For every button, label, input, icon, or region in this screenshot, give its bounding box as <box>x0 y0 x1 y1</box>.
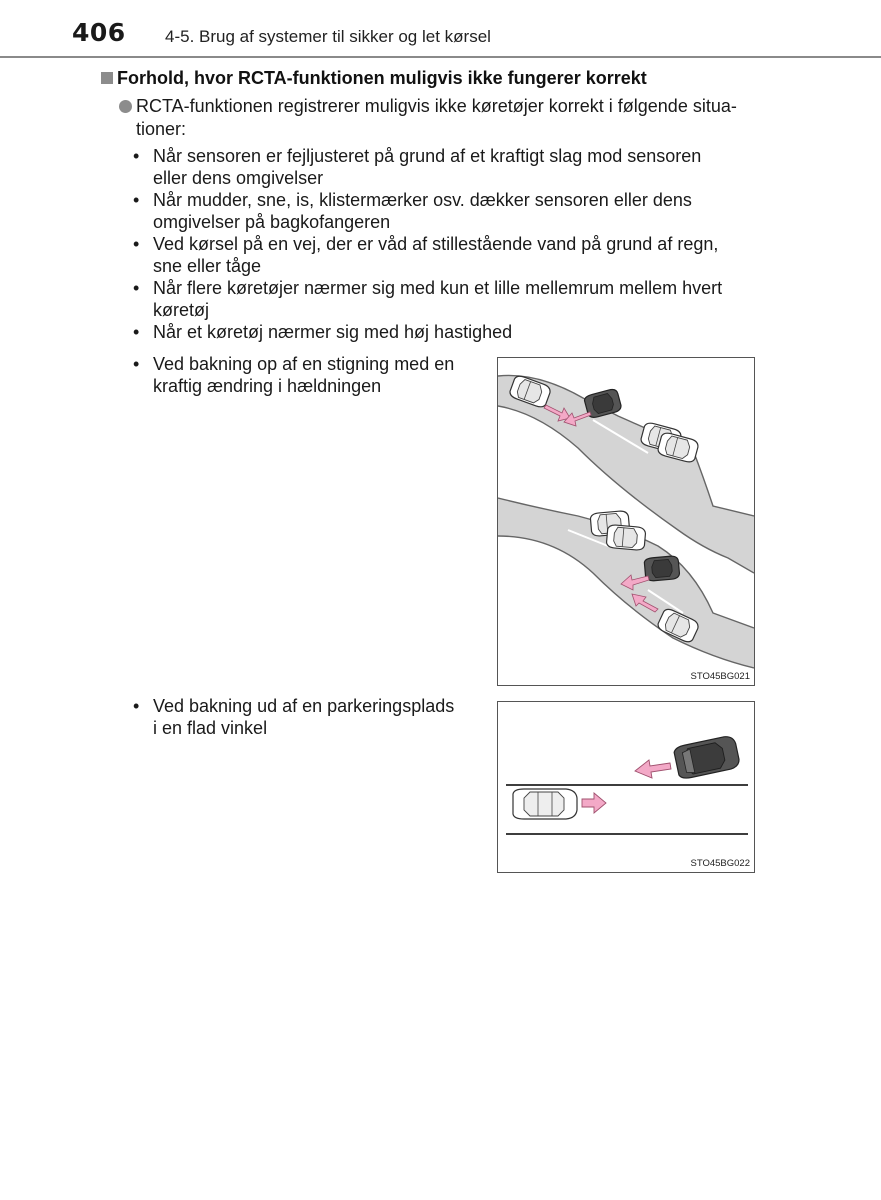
list-item-line-1: Når et køretøj nærmer sig med høj hastighed <box>153 322 513 342</box>
parking-line-2: i en flad vinkel <box>153 718 268 738</box>
condition-list <box>133 145 771 343</box>
page-number: 406 <box>72 18 126 47</box>
list-item <box>133 233 771 277</box>
parking-condition-item <box>133 695 493 739</box>
list-item <box>133 321 771 343</box>
list-item-line-1: Når flere køretøjer nærmer sig med kun et lille mellemrum mellem hvert <box>153 278 723 298</box>
parking-illustration-drawing <box>498 702 754 872</box>
section-heading <box>101 68 647 89</box>
list-item-line-2: eller dens omgivelser <box>153 168 324 188</box>
slope-illustration <box>497 357 755 686</box>
intro-paragraph <box>119 95 779 141</box>
chapter-title: 4-5. Brug af systemer til sikker og let kørsel <box>165 27 491 46</box>
bullet-mark: • <box>133 354 140 374</box>
slope-line-1: Ved bakning op af en stigning med en <box>153 354 455 374</box>
square-bullet-icon <box>101 72 113 84</box>
slope-illustration-drawing <box>498 358 754 685</box>
list-item <box>133 277 771 321</box>
parking-illustration <box>497 701 755 873</box>
bullet-mark: • <box>133 322 140 342</box>
slope-condition-item <box>133 353 493 397</box>
list-item-line-2: omgivelser på bagkofangeren <box>153 212 391 232</box>
section-heading-text: Forhold, hvor RCTA-funktionen muligvis ikke fungerer korrekt <box>117 68 647 88</box>
intro-line-1: RCTA-funktionen registrerer muligvis ikke køretøjer korrekt i følgende situa- <box>136 96 737 116</box>
bullet-mark: • <box>133 234 140 254</box>
list-item-line-2: køretøj <box>153 300 209 320</box>
parking-line-1: Ved bakning ud af en parkeringsplads <box>153 696 455 716</box>
list-item <box>133 189 771 233</box>
header-divider <box>0 56 881 58</box>
list-item-line-1: Ved kørsel på en vej, der er våd af stillestående vand på grund af regn, <box>153 234 719 254</box>
bullet-mark: • <box>133 190 140 210</box>
list-item-line-1: Når mudder, sne, is, klistermærker osv. dækker sensoren eller dens <box>153 190 692 210</box>
parking-figure-caption: STO45BG022 <box>690 858 750 869</box>
list-item <box>133 145 771 189</box>
bullet-mark: • <box>133 146 140 166</box>
slope-line-2: kraftig ændring i hældningen <box>153 376 382 396</box>
list-item-line-1: Når sensoren er fejljusteret på grund af et kraftigt slag mod sensoren <box>153 146 702 166</box>
list-item-line-2: sne eller tåge <box>153 256 262 276</box>
circle-bullet-icon <box>119 100 132 113</box>
bullet-mark: • <box>133 278 140 298</box>
slope-figure-caption: STO45BG021 <box>690 671 750 682</box>
bullet-mark: • <box>133 696 140 716</box>
intro-line-2: tioner: <box>136 119 187 139</box>
